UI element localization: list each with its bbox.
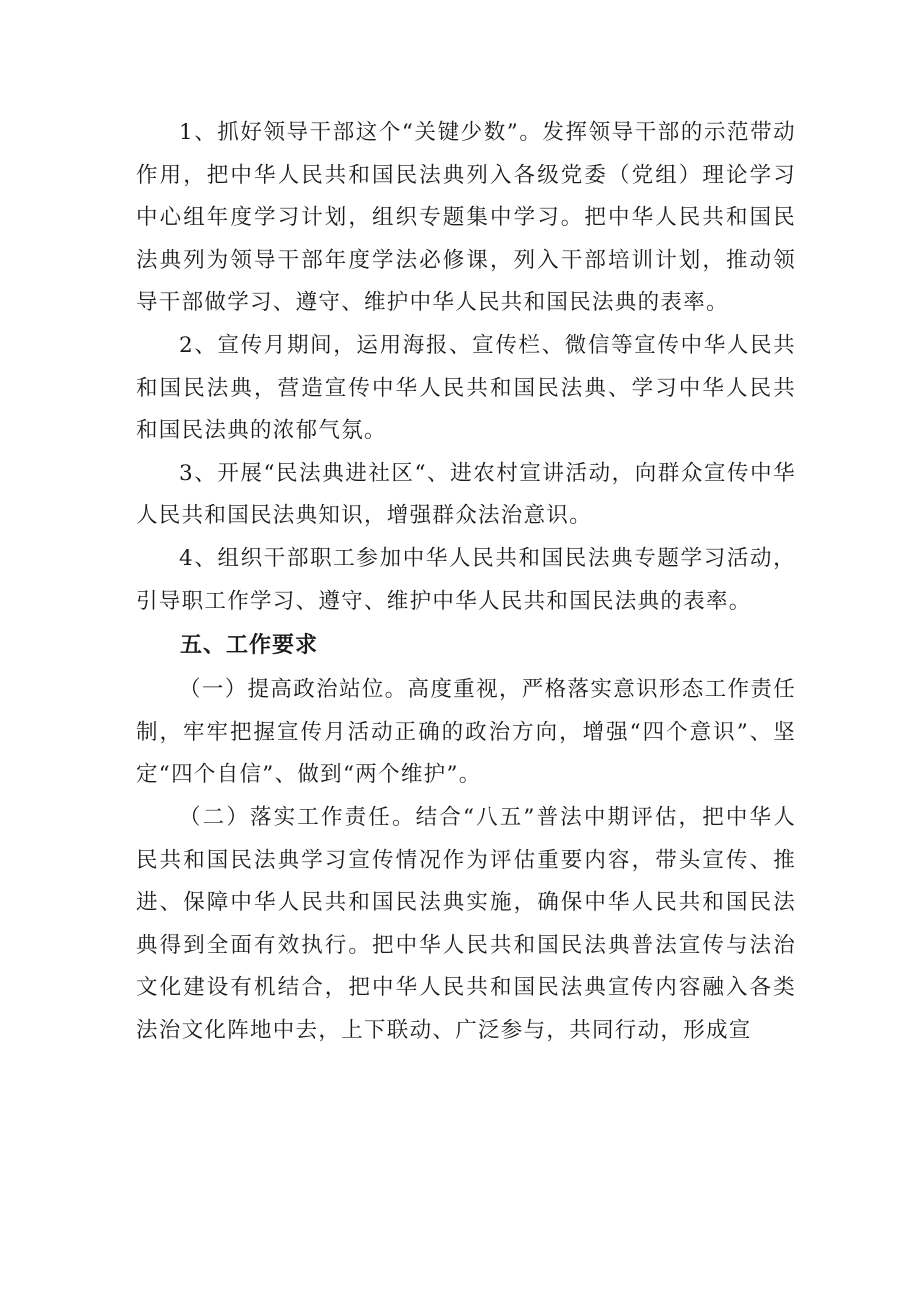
document-body — [136, 112, 796, 1052]
paragraph-item-2: 2、宣传月期间，运用海报、宣传栏、微信等宣传中华人民共和国民法典，营造宣传中华人民共和国民法典、学习中华人民共和国民法典的浓郁气氛。 — [136, 332, 796, 444]
requirement-paragraph-1: （一）提高政治站位。高度重视，严格落实意识形态工作责任制，牢牢把握宣传月活动正确的政治方向，增强“四个意识”、坚定“四个自信”、做到“两个维护”。 — [136, 677, 796, 788]
paragraph-item-4: 4、组织干部职工参加中华人民共和国民法典专题学习活动，引导职工作学习、遵守、维护中华人民共和国民法典的表率。 — [136, 545, 796, 614]
paragraph-item-1: 1、抓好领导干部这个“关键少数”。发挥领导干部的示范带动作用，把中华人民共和国民法典列入各级党委（党组）理论学习中心组年度学习计划，组织专题集中学习。把中华人民共和国民法典列为领导干部年度学法必修课，列入干部培训计划，推动领导干部做学习、遵守、维护中华人民共和国民法典的表率。 — [136, 120, 796, 316]
requirement-paragraph-2: （二）落实工作责任。结合“八五”普法中期评估，把中华人民共和国民法典学习宣传情况作为评估重要内容，带头宣传、推进、保障中华人民共和国民法典实施，确保中华人民共和国民法典得到全面有效执行。把中华人民共和国民法典普法宣传与法治文化建设有机结合，把中华人民共和国民法典宣传内容融入各类法治文化阵地中去，上下联动、广泛参与，共同行动，形成宣 — [136, 804, 796, 1043]
paragraph-item-3: 3、开展“民法典进社区“、进农村宣讲活动，向群众宣传中华人民共和国民法典知识，增强群众法治意识。 — [136, 460, 796, 529]
section-heading: 五、工作要求 — [180, 633, 319, 659]
